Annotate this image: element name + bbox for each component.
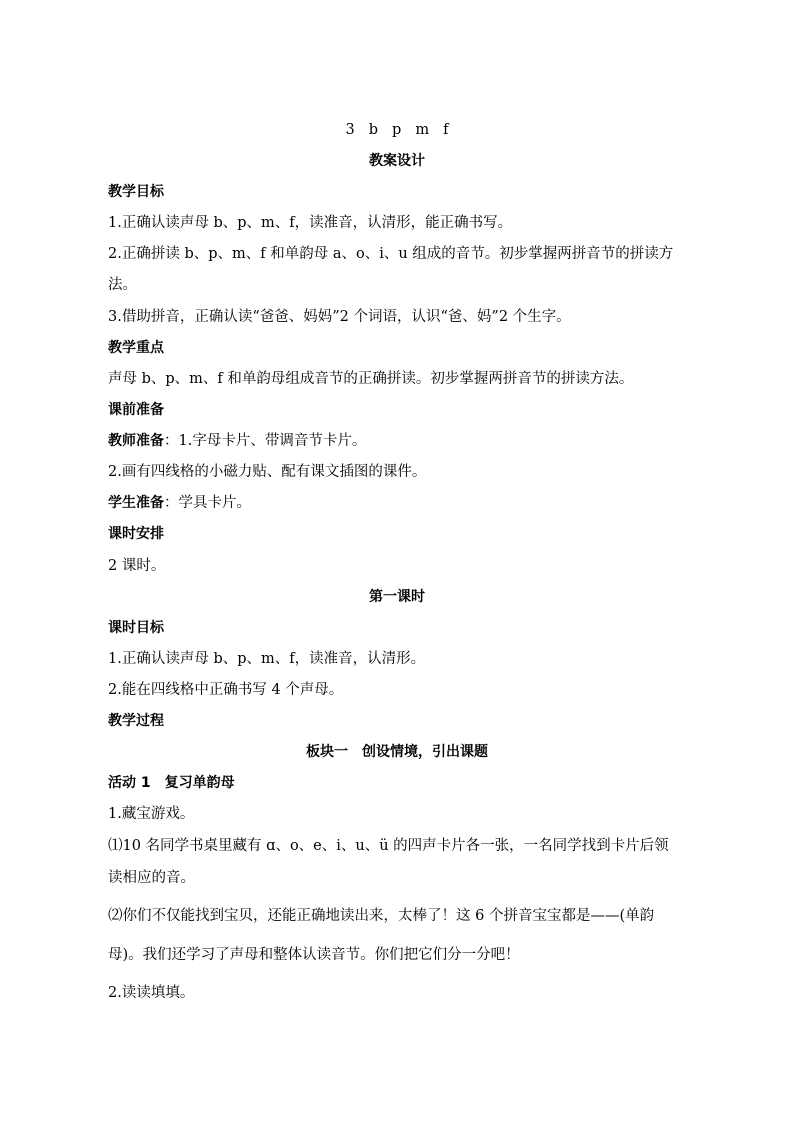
lesson-goals-heading: 课时目标 [108,620,164,636]
prep-2: 2.画有四线格的小磁力贴、配有课文插图的课件。 [108,464,427,480]
item-2: 2.读读填填。 [108,985,195,1001]
title-letter-p: p [392,122,402,138]
teacher-prep [108,431,366,451]
goals-heading: 教学目标 [108,184,164,200]
goal-2-line-1: 2.正确拼读 b、p、m、f 和单韵母 a、o、i、u 组成的音节。初步掌握两拼音节的拼读方 [108,246,674,262]
student-prep-label: 学生准备 [108,495,164,511]
item-1-1-line-1: ⑴10 名同学书桌里藏有 ɑ、o、e、i、u、ü 的四声卡片各一张，一名同学找到卡片后领 [108,838,669,854]
lesson-goal-2: 2.能在四线格中正确书写 4 个声母。 [108,682,344,698]
schedule-heading: 课时安排 [108,526,164,542]
goal-1: 1.正确认读声母 b、p、m、f，读准音，认清形，能正确书写。 [108,215,513,231]
teacher-prep-text: ：1.字母卡片、带调音节卡片。 [164,433,367,449]
title-number: 3 [345,122,355,138]
item-1-2-line-1: ⑵你们不仅能找到宝贝，还能正确地读出来，太棒了！这 6 个拼音宝宝都是——(单韵 [108,908,655,924]
item-1: 1.藏宝游戏。 [108,806,195,822]
student-prep-text: ：学具卡片。 [164,495,251,511]
title-letter-f: f [443,122,449,138]
block-1-heading: 板块一 创设情境，引出课题 [306,744,488,760]
item-1-2-line-2: 母)。我们还学习了声母和整体认读音节。你们把它们分一分吧！ [108,947,520,963]
goal-3: 3.借助拼音，正确认读“爸爸、妈妈”2 个词语，认识“爸、妈”2 个生字。 [108,309,571,325]
process-heading: 教学过程 [108,713,164,729]
schedule: 2 课时。 [108,558,166,574]
key-point: 声母 b、p、m、f 和单韵母组成音节的正确拼读。初步掌握两拼音节的拼读方法。 [108,371,634,387]
lesson-1-heading: 第一课时 [369,589,425,605]
subtitle: 教案设计 [369,153,425,169]
teacher-prep-label: 教师准备 [108,433,164,449]
title-letter-m: m [415,122,430,138]
student-prep [108,493,251,513]
goal-2-line-2: 法。 [108,277,137,293]
prep-heading: 课前准备 [108,402,164,418]
key-heading: 教学重点 [108,340,164,356]
activity-1-heading: 活动 1 复习单韵母 [108,775,235,791]
lesson-title [0,120,794,140]
title-letter-b: b [368,122,379,138]
lesson-goal-1: 1.正确认读声母 b、p、m、f，读准音，认清形。 [108,651,426,667]
item-1-1-line-2: 读相应的音。 [108,870,195,886]
